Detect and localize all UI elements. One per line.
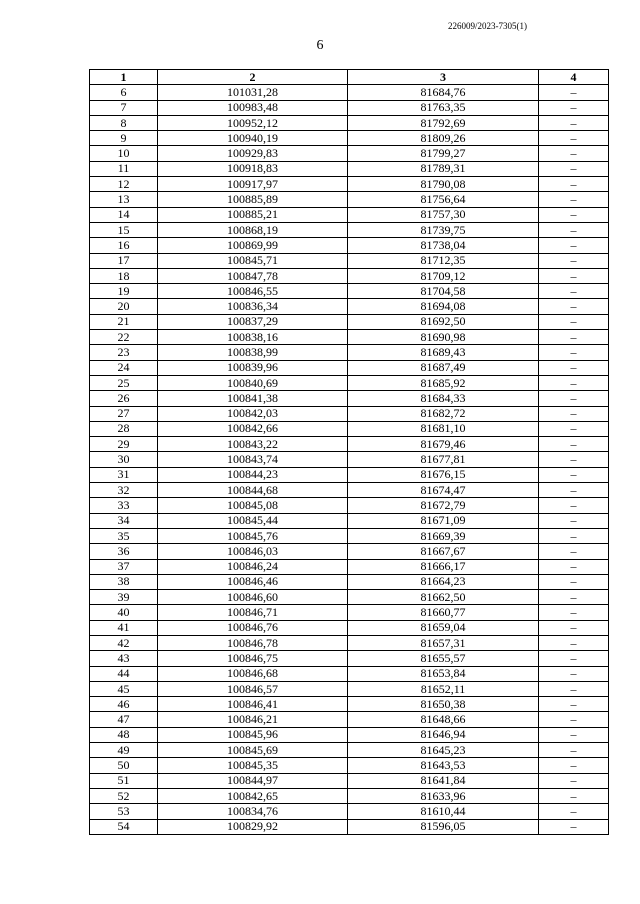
x-coordinate-cell: 100844,23 (158, 467, 348, 482)
x-coordinate-cell: 100885,89 (158, 192, 348, 207)
y-coordinate-cell: 81667,67 (348, 544, 539, 559)
row-number-cell: 54 (90, 819, 158, 834)
note-cell: – (539, 222, 609, 237)
y-coordinate-cell: 81757,30 (348, 207, 539, 222)
row-number-cell: 42 (90, 635, 158, 650)
x-coordinate-cell: 100834,76 (158, 804, 348, 819)
x-coordinate-cell: 100845,96 (158, 727, 348, 742)
note-cell: – (539, 635, 609, 650)
note-cell: – (539, 651, 609, 666)
y-coordinate-cell: 81739,75 (348, 222, 539, 237)
y-coordinate-cell: 81643,53 (348, 758, 539, 773)
y-coordinate-cell: 81672,79 (348, 498, 539, 513)
table-row (90, 253, 609, 268)
column-header: 4 (539, 70, 609, 85)
note-cell: – (539, 375, 609, 390)
row-number-cell: 38 (90, 574, 158, 589)
row-number-cell: 44 (90, 666, 158, 681)
y-coordinate-cell: 81712,35 (348, 253, 539, 268)
x-coordinate-cell: 100846,46 (158, 574, 348, 589)
note-cell: – (539, 620, 609, 635)
note-cell: – (539, 391, 609, 406)
table-row (90, 651, 609, 666)
row-number-cell: 36 (90, 544, 158, 559)
note-cell: – (539, 207, 609, 222)
row-number-cell: 15 (90, 222, 158, 237)
y-coordinate-cell: 81789,31 (348, 161, 539, 176)
note-cell: – (539, 452, 609, 467)
x-coordinate-cell: 100846,78 (158, 635, 348, 650)
x-coordinate-cell: 100842,03 (158, 406, 348, 421)
table-row (90, 421, 609, 436)
row-number-cell: 47 (90, 712, 158, 727)
row-number-cell: 37 (90, 559, 158, 574)
y-coordinate-cell: 81633,96 (348, 788, 539, 803)
x-coordinate-cell: 100885,21 (158, 207, 348, 222)
note-cell: – (539, 788, 609, 803)
table-row (90, 406, 609, 421)
x-coordinate-cell: 100917,97 (158, 177, 348, 192)
x-coordinate-cell: 100846,60 (158, 590, 348, 605)
row-number-cell: 52 (90, 788, 158, 803)
row-number-cell: 13 (90, 192, 158, 207)
row-number-cell: 26 (90, 391, 158, 406)
row-number-cell: 9 (90, 131, 158, 146)
y-coordinate-cell: 81669,39 (348, 528, 539, 543)
y-coordinate-cell: 81674,47 (348, 483, 539, 498)
row-number-cell: 8 (90, 115, 158, 130)
column-header: 3 (348, 70, 539, 85)
table-row (90, 819, 609, 834)
x-coordinate-cell: 100843,74 (158, 452, 348, 467)
table-row (90, 85, 609, 100)
table-row (90, 299, 609, 314)
x-coordinate-cell: 100847,78 (158, 268, 348, 283)
row-number-cell: 21 (90, 314, 158, 329)
table-row (90, 498, 609, 513)
y-coordinate-cell: 81694,08 (348, 299, 539, 314)
y-coordinate-cell: 81763,35 (348, 100, 539, 115)
y-coordinate-cell: 81790,08 (348, 177, 539, 192)
y-coordinate-cell: 81799,27 (348, 146, 539, 161)
note-cell: – (539, 299, 609, 314)
coordinates-table (89, 69, 609, 835)
x-coordinate-cell: 100845,08 (158, 498, 348, 513)
x-coordinate-cell: 100846,21 (158, 712, 348, 727)
table-row (90, 268, 609, 283)
row-number-cell: 27 (90, 406, 158, 421)
page-number: 6 (316, 38, 324, 53)
y-coordinate-cell: 81652,11 (348, 681, 539, 696)
y-coordinate-cell: 81650,38 (348, 697, 539, 712)
table-row (90, 605, 609, 620)
y-coordinate-cell: 81687,49 (348, 360, 539, 375)
y-coordinate-cell: 81645,23 (348, 743, 539, 758)
y-coordinate-cell: 81689,43 (348, 345, 539, 360)
table-body (90, 85, 609, 835)
table-row (90, 115, 609, 130)
y-coordinate-cell: 81596,05 (348, 819, 539, 834)
x-coordinate-cell: 100846,71 (158, 605, 348, 620)
x-coordinate-cell: 100940,19 (158, 131, 348, 146)
row-number-cell: 51 (90, 773, 158, 788)
note-cell: – (539, 115, 609, 130)
row-number-cell: 6 (90, 85, 158, 100)
row-number-cell: 50 (90, 758, 158, 773)
column-header: 1 (90, 70, 158, 85)
x-coordinate-cell: 100952,12 (158, 115, 348, 130)
x-coordinate-cell: 100846,55 (158, 284, 348, 299)
note-cell: – (539, 146, 609, 161)
table-row (90, 330, 609, 345)
row-number-cell: 20 (90, 299, 158, 314)
y-coordinate-cell: 81681,10 (348, 421, 539, 436)
table-row (90, 345, 609, 360)
x-coordinate-cell: 100844,68 (158, 483, 348, 498)
y-coordinate-cell: 81677,81 (348, 452, 539, 467)
y-coordinate-cell: 81641,84 (348, 773, 539, 788)
note-cell: – (539, 727, 609, 742)
note-cell: – (539, 421, 609, 436)
x-coordinate-cell: 100918,83 (158, 161, 348, 176)
table-row (90, 666, 609, 681)
table-row (90, 146, 609, 161)
document-id: 226009/2023-7305(1) (448, 21, 527, 31)
note-cell: – (539, 85, 609, 100)
table-row (90, 131, 609, 146)
table-row (90, 375, 609, 390)
note-cell: – (539, 161, 609, 176)
y-coordinate-cell: 81679,46 (348, 437, 539, 452)
note-cell: – (539, 192, 609, 207)
x-coordinate-cell: 100929,83 (158, 146, 348, 161)
row-number-cell: 11 (90, 161, 158, 176)
x-coordinate-cell: 100846,76 (158, 620, 348, 635)
table-row (90, 161, 609, 176)
y-coordinate-cell: 81664,23 (348, 574, 539, 589)
table-row (90, 437, 609, 452)
x-coordinate-cell: 100838,99 (158, 345, 348, 360)
note-cell: – (539, 314, 609, 329)
table-row (90, 620, 609, 635)
note-cell: – (539, 528, 609, 543)
table-header-row (90, 70, 609, 85)
x-coordinate-cell: 100846,24 (158, 559, 348, 574)
table-row (90, 207, 609, 222)
y-coordinate-cell: 81685,92 (348, 375, 539, 390)
y-coordinate-cell: 81610,44 (348, 804, 539, 819)
table-row (90, 528, 609, 543)
x-coordinate-cell: 100845,44 (158, 513, 348, 528)
table-row (90, 238, 609, 253)
table-row (90, 804, 609, 819)
table-row (90, 192, 609, 207)
y-coordinate-cell: 81671,09 (348, 513, 539, 528)
row-number-cell: 7 (90, 100, 158, 115)
y-coordinate-cell: 81662,50 (348, 590, 539, 605)
table-row (90, 222, 609, 237)
y-coordinate-cell: 81704,58 (348, 284, 539, 299)
table-row (90, 513, 609, 528)
x-coordinate-cell: 100845,76 (158, 528, 348, 543)
row-number-cell: 32 (90, 483, 158, 498)
y-coordinate-cell: 81676,15 (348, 467, 539, 482)
note-cell: – (539, 345, 609, 360)
y-coordinate-cell: 81684,76 (348, 85, 539, 100)
row-number-cell: 24 (90, 360, 158, 375)
note-cell: – (539, 467, 609, 482)
y-coordinate-cell: 81756,64 (348, 192, 539, 207)
row-number-cell: 49 (90, 743, 158, 758)
note-cell: – (539, 253, 609, 268)
row-number-cell: 18 (90, 268, 158, 283)
x-coordinate-cell: 101031,28 (158, 85, 348, 100)
table-row (90, 391, 609, 406)
table-row (90, 681, 609, 696)
y-coordinate-cell: 81690,98 (348, 330, 539, 345)
note-cell: – (539, 498, 609, 513)
x-coordinate-cell: 100836,34 (158, 299, 348, 314)
table-row (90, 314, 609, 329)
row-number-cell: 31 (90, 467, 158, 482)
row-number-cell: 23 (90, 345, 158, 360)
note-cell: – (539, 284, 609, 299)
row-number-cell: 53 (90, 804, 158, 819)
note-cell: – (539, 437, 609, 452)
note-cell: – (539, 100, 609, 115)
x-coordinate-cell: 100839,96 (158, 360, 348, 375)
y-coordinate-cell: 81738,04 (348, 238, 539, 253)
table-row (90, 559, 609, 574)
table-row (90, 727, 609, 742)
y-coordinate-cell: 81660,77 (348, 605, 539, 620)
row-number-cell: 33 (90, 498, 158, 513)
x-coordinate-cell: 100841,38 (158, 391, 348, 406)
x-coordinate-cell: 100840,69 (158, 375, 348, 390)
y-coordinate-cell: 81682,72 (348, 406, 539, 421)
note-cell: – (539, 819, 609, 834)
row-number-cell: 34 (90, 513, 158, 528)
x-coordinate-cell: 100838,16 (158, 330, 348, 345)
note-cell: – (539, 177, 609, 192)
table-row (90, 697, 609, 712)
y-coordinate-cell: 81792,69 (348, 115, 539, 130)
row-number-cell: 45 (90, 681, 158, 696)
row-number-cell: 12 (90, 177, 158, 192)
x-coordinate-cell: 100844,97 (158, 773, 348, 788)
x-coordinate-cell: 100837,29 (158, 314, 348, 329)
x-coordinate-cell: 100845,35 (158, 758, 348, 773)
x-coordinate-cell: 100842,65 (158, 788, 348, 803)
note-cell: – (539, 268, 609, 283)
table-row (90, 635, 609, 650)
y-coordinate-cell: 81692,50 (348, 314, 539, 329)
y-coordinate-cell: 81646,94 (348, 727, 539, 742)
row-number-cell: 28 (90, 421, 158, 436)
table-row (90, 100, 609, 115)
x-coordinate-cell: 100869,99 (158, 238, 348, 253)
table-row (90, 743, 609, 758)
x-coordinate-cell: 100846,75 (158, 651, 348, 666)
x-coordinate-cell: 100868,19 (158, 222, 348, 237)
note-cell: – (539, 712, 609, 727)
y-coordinate-cell: 81655,57 (348, 651, 539, 666)
note-cell: – (539, 360, 609, 375)
x-coordinate-cell: 100829,92 (158, 819, 348, 834)
note-cell: – (539, 605, 609, 620)
table-row (90, 452, 609, 467)
row-number-cell: 40 (90, 605, 158, 620)
row-number-cell: 48 (90, 727, 158, 742)
table-row (90, 284, 609, 299)
table-row (90, 483, 609, 498)
x-coordinate-cell: 100983,48 (158, 100, 348, 115)
y-coordinate-cell: 81809,26 (348, 131, 539, 146)
column-header: 2 (158, 70, 348, 85)
y-coordinate-cell: 81653,84 (348, 666, 539, 681)
note-cell: – (539, 483, 609, 498)
note-cell: – (539, 743, 609, 758)
note-cell: – (539, 666, 609, 681)
note-cell: – (539, 590, 609, 605)
note-cell: – (539, 544, 609, 559)
row-number-cell: 29 (90, 437, 158, 452)
row-number-cell: 19 (90, 284, 158, 299)
row-number-cell: 39 (90, 590, 158, 605)
note-cell: – (539, 773, 609, 788)
y-coordinate-cell: 81709,12 (348, 268, 539, 283)
row-number-cell: 41 (90, 620, 158, 635)
row-number-cell: 30 (90, 452, 158, 467)
note-cell: – (539, 758, 609, 773)
row-number-cell: 35 (90, 528, 158, 543)
note-cell: – (539, 406, 609, 421)
table-row (90, 544, 609, 559)
row-number-cell: 10 (90, 146, 158, 161)
note-cell: – (539, 238, 609, 253)
table-row (90, 712, 609, 727)
row-number-cell: 17 (90, 253, 158, 268)
note-cell: – (539, 559, 609, 574)
x-coordinate-cell: 100843,22 (158, 437, 348, 452)
note-cell: – (539, 513, 609, 528)
table-row (90, 788, 609, 803)
row-number-cell: 16 (90, 238, 158, 253)
x-coordinate-cell: 100846,03 (158, 544, 348, 559)
row-number-cell: 14 (90, 207, 158, 222)
y-coordinate-cell: 81648,66 (348, 712, 539, 727)
x-coordinate-cell: 100846,57 (158, 681, 348, 696)
note-cell: – (539, 330, 609, 345)
table-row (90, 467, 609, 482)
table-row (90, 360, 609, 375)
note-cell: – (539, 574, 609, 589)
row-number-cell: 25 (90, 375, 158, 390)
table-row (90, 590, 609, 605)
note-cell: – (539, 804, 609, 819)
row-number-cell: 43 (90, 651, 158, 666)
note-cell: – (539, 681, 609, 696)
row-number-cell: 46 (90, 697, 158, 712)
x-coordinate-cell: 100845,71 (158, 253, 348, 268)
x-coordinate-cell: 100846,68 (158, 666, 348, 681)
table-row (90, 758, 609, 773)
y-coordinate-cell: 81666,17 (348, 559, 539, 574)
note-cell: – (539, 131, 609, 146)
y-coordinate-cell: 81657,31 (348, 635, 539, 650)
x-coordinate-cell: 100842,66 (158, 421, 348, 436)
x-coordinate-cell: 100845,69 (158, 743, 348, 758)
y-coordinate-cell: 81684,33 (348, 391, 539, 406)
x-coordinate-cell: 100846,41 (158, 697, 348, 712)
y-coordinate-cell: 81659,04 (348, 620, 539, 635)
table-row (90, 574, 609, 589)
table-row (90, 177, 609, 192)
table-row (90, 773, 609, 788)
row-number-cell: 22 (90, 330, 158, 345)
note-cell: – (539, 697, 609, 712)
